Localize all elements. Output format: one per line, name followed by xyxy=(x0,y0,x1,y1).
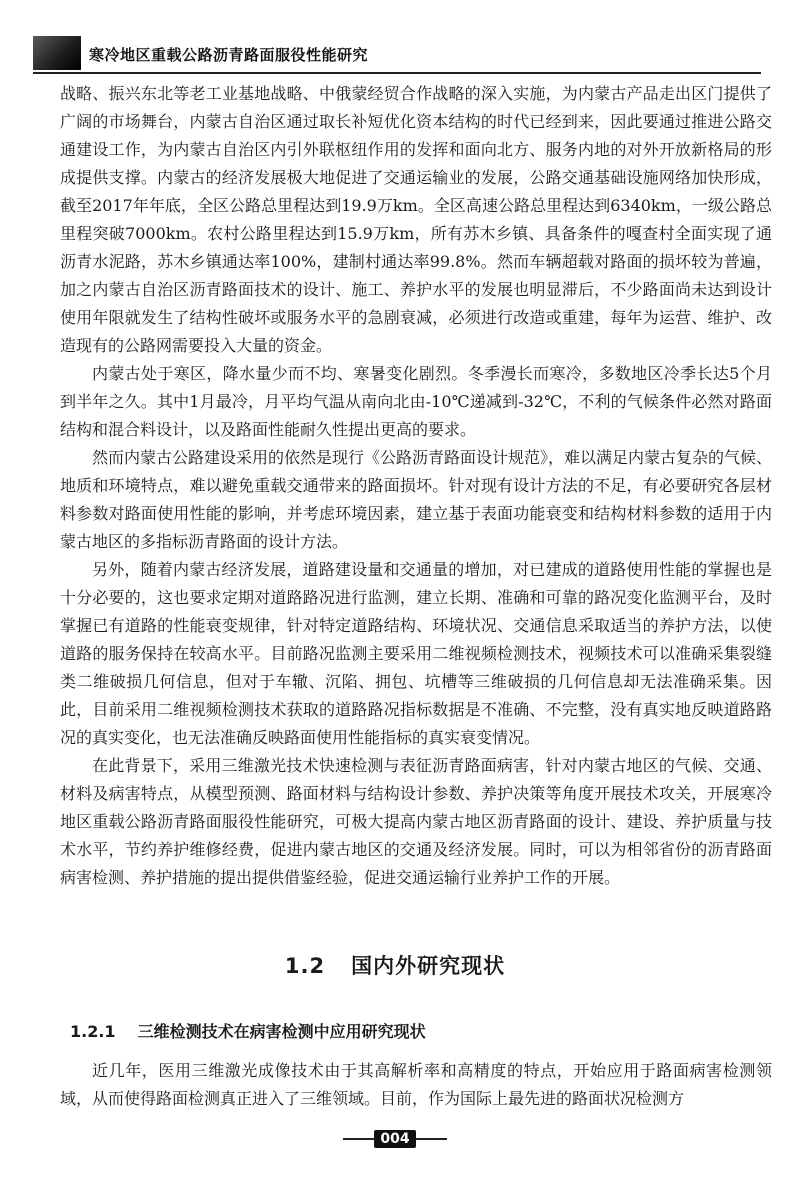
header-decoration xyxy=(33,36,81,70)
paragraph-3: 然而内蒙古公路建设采用的依然是现行《公路沥青路面设计规范》，难以满足内蒙古复杂的气候、地质和环境特点，难以避免重载交通带来的路面损坏。针对现有设计方法的不足，有必要研究各层材料参数对路面使用性能的影响，并考虑环境因素，建立基于表面功能衰变和结构材料参数的适用于内蒙古地区的多指标沥青路面的设计方法。 xyxy=(60,448,773,551)
subsection-number: 1.2.1 xyxy=(70,1022,116,1041)
page-number-label: 004 xyxy=(374,1130,415,1148)
section-title: 国内外研究现状 xyxy=(351,954,506,978)
page-number-rule-left xyxy=(343,1138,374,1140)
paragraph-1: 战略、振兴东北等老工业基地战略、中俄蒙经贸合作战略的深入实施，为内蒙古产品走出区门提供了广阔的市场舞台，内蒙古自治区通过取长补短优化资本结构的时代已经到来，因此要通过推进公路交通建设工作，为内蒙古自治区内引外联枢纽作用的发挥和面向北方、服务内地的对外开放新格局的形成提供支撑。内蒙古的经济发展极大地促进了交通运输业的发展，公路交通基础设施网络加快形成，截至2017年年底，全区公路总里程达到19.9万km。全区高速公路总里程达到6340km，一级公路总里程突破7000km。农村公路里程达到15.9万km，所有苏木乡镇、具备条件的嘎查村全面实现了通沥青水泥路，苏木乡镇通达率100%，建制村通达率99.8%。然而车辆超载对路面的损坏较为普遍，加之内蒙古自治区沥青路面技术的设计、施工、养护水平的发展也明显滞后，不少路面尚未达到设计使用年限就发生了结构性破坏或服务水平的急剧衰减，必须进行改造或重建，每年为运营、维护、改造现有的公路网需要投入大量的资金。 xyxy=(60,84,772,355)
paragraph-4: 另外，随着内蒙古经济发展，道路建设量和交通量的增加，对已建成的道路使用性能的掌握也是十分必要的，这也要求定期对道路路况进行监测，建立长期、准确和可靠的路况变化监测平台，及时掌握已有道路的性能衰变规律，针对特定道路结构、环境状况、交通信息采取适当的养护方法，以使道路的服务保持在较高水平。目前路况监测主要采用二维视频检测技术，视频技术可以准确采集裂缝类二维破损几何信息，但对于车辙、沉陷、拥包、坑槽等三维破损的几何信息却无法准确采集。因此，目前采用二维视频检测技术获取的道路路况指标数据是不准确、不完整，没有真实地反映道路路况的真实变化，也无法准确反映路面使用性能指标的真实衰变情况。 xyxy=(60,560,772,747)
subsection-heading xyxy=(70,1019,426,1042)
page-number xyxy=(343,1128,447,1150)
section-number: 1.2 xyxy=(284,954,326,978)
header-title: 寒冷地区重载公路沥青路面服役性能研究 xyxy=(89,46,369,64)
paragraph-5: 在此背景下，采用三维激光技术快速检测与表征沥青路面病害，针对内蒙古地区的气候、交通、材料及病害特点，从模型预测、路面材料与结构设计参数、养护决策等角度开展技术攻关，开展寒冷地区重载公路沥青路面服役性能研究，可极大提高内蒙古地区沥青路面的设计、建设、养护质量与技术水平，节约养护维修经费，促进内蒙古地区的交通及经济发展。同时，可以为相邻省份的沥青路面病害检测、养护措施的提出提供借鉴经验，促进交通运输行业养护工作的开展。 xyxy=(60,756,772,887)
page-number-rule-right xyxy=(416,1138,447,1140)
paragraph-6: 近几年，医用三维激光成像技术由于其高解析率和高精度的特点，开始应用于路面病害检测领域，从而使得路面检测真正进入了三维领域。目前，作为国际上最先进的路面状况检测方 xyxy=(60,1061,772,1108)
body-text xyxy=(60,80,772,892)
subsection-title: 三维检测技术在病害检测中应用研究现状 xyxy=(137,1022,426,1041)
section-heading xyxy=(0,950,790,980)
running-header xyxy=(33,36,761,74)
section-body xyxy=(60,1057,772,1113)
paragraph-2: 内蒙古处于寒区，降水量少而不均、寒暑变化剧烈。冬季漫长而寒冷，多数地区冷季长达5个月到半年之久。其中1月最冷，月平均气温从南向北由-10℃递减到-32℃，不利的气候条件必然对路面结构和混合料设计，以及路面性能耐久性提出更高的要求。 xyxy=(60,364,772,439)
